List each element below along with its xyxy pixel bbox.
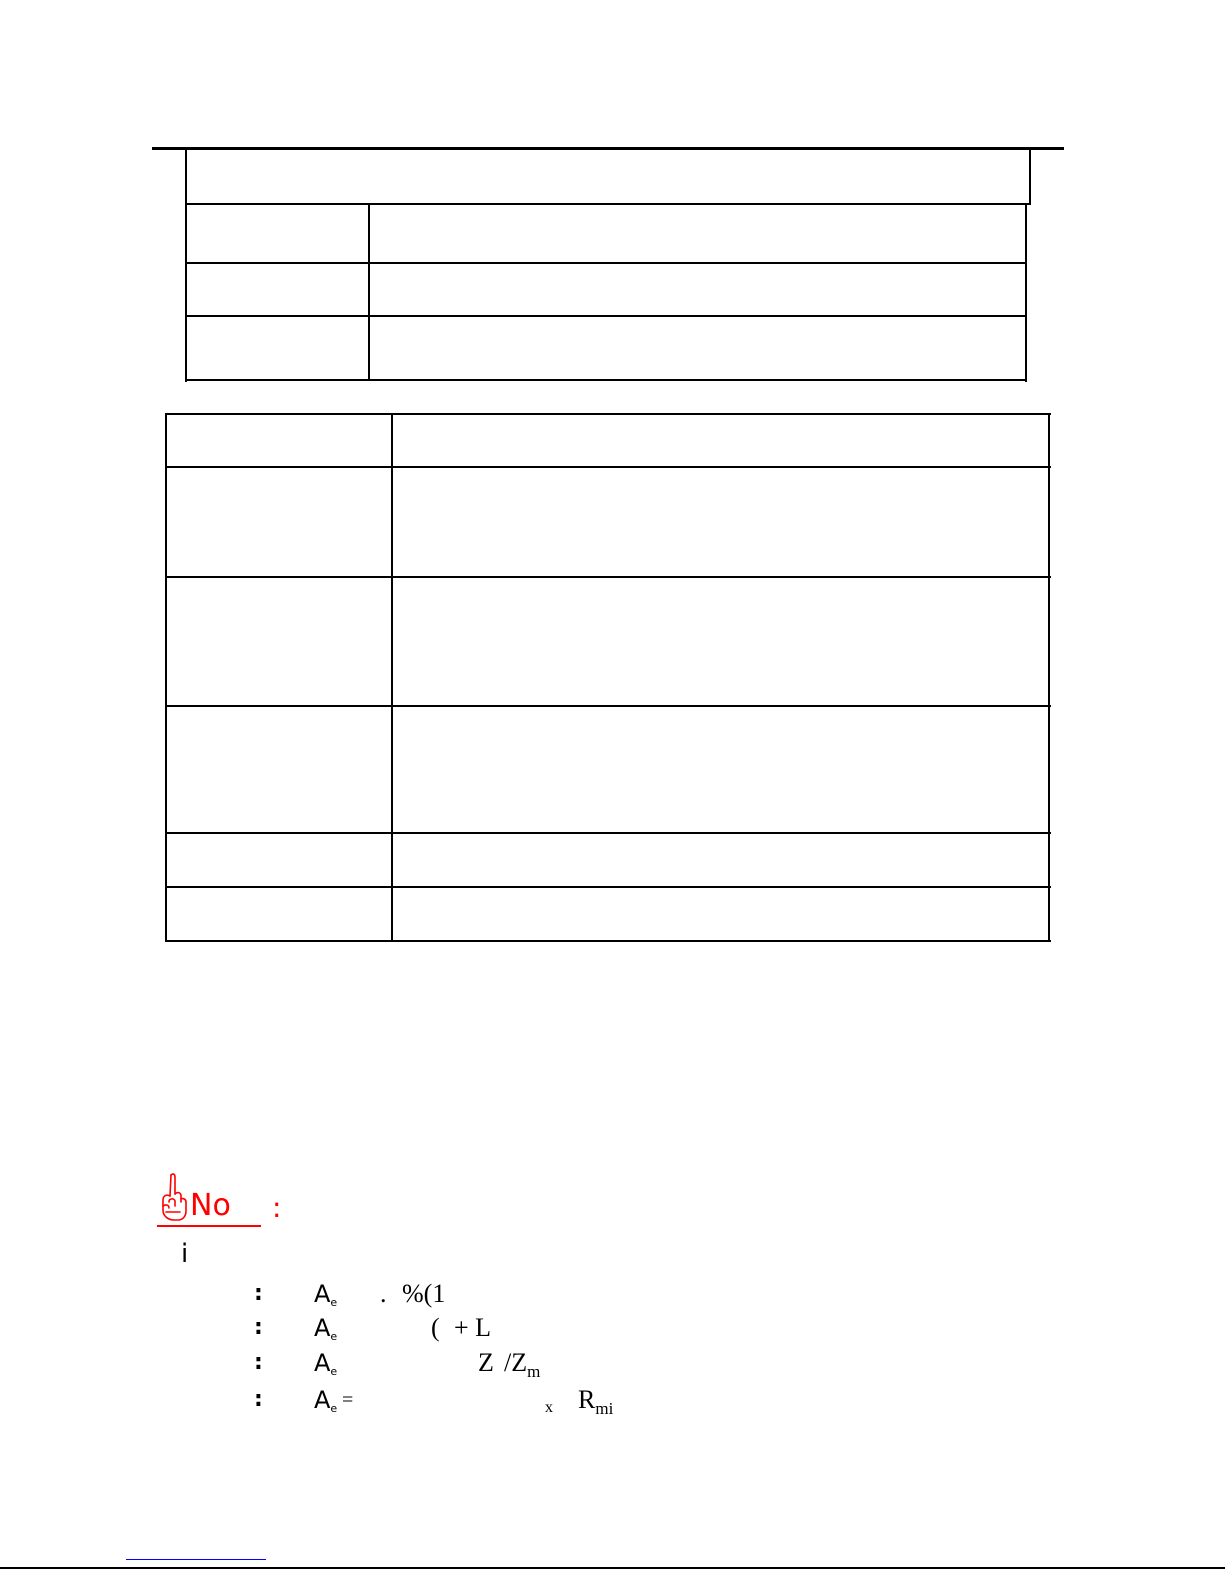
table-border [165,413,1051,415]
note-intro-text: i [181,1239,189,1269]
formula-term: ( [431,1313,440,1342]
formula-row [0,1311,1225,1345]
table-border [1048,413,1050,942]
formula-term: Z [478,1348,494,1377]
table-row-divider [185,262,1027,264]
table-border [165,413,167,942]
table-row-divider [165,886,1051,888]
formula-bullet: : [254,1387,263,1412]
note-colon: : [272,1191,282,1224]
formula-row [0,1277,1225,1311]
note-label: No [190,1188,231,1223]
footer-link-underline[interactable] [126,1559,266,1560]
table-row-divider [165,466,1051,468]
table-border [185,149,187,382]
table-border [1025,203,1027,382]
table-column-divider [391,413,393,942]
formula-symbol: $A_e$ [314,1349,338,1378]
formula-term: . [380,1279,387,1308]
footer-rule [0,1567,1225,1569]
table-row-divider [185,315,1027,317]
formula-term: + L [454,1313,492,1342]
formula-term: x [545,1399,553,1416]
table-row-divider [165,705,1051,707]
formula-row [0,1346,1225,1380]
formula-bullet: : [254,1350,263,1375]
formula-bullet: : [254,1315,263,1340]
table-column-divider [368,203,370,381]
table-row-divider [185,379,1027,381]
formula-symbol: $A_e$ [314,1386,338,1415]
formula-bullet: : [254,1281,263,1306]
table-row-divider [165,832,1051,834]
table-row-divider [165,576,1051,578]
formula-term: $R_{mi}$ [578,1385,614,1418]
formula-symbol: $A_e$ [314,1280,338,1309]
formula-row [0,1383,1225,1417]
formula-term: $/Z_m$ [504,1348,541,1381]
pointing-hand-icon [158,1172,188,1222]
formula-term: = [342,1389,354,1411]
header-rule [152,147,1064,150]
formula-term: %(1 [402,1279,446,1308]
table-border [1029,149,1031,205]
note-underline [157,1225,261,1227]
table-row-divider [185,203,1031,205]
table-border [165,940,1051,942]
formula-symbol: $A_e$ [314,1314,338,1343]
